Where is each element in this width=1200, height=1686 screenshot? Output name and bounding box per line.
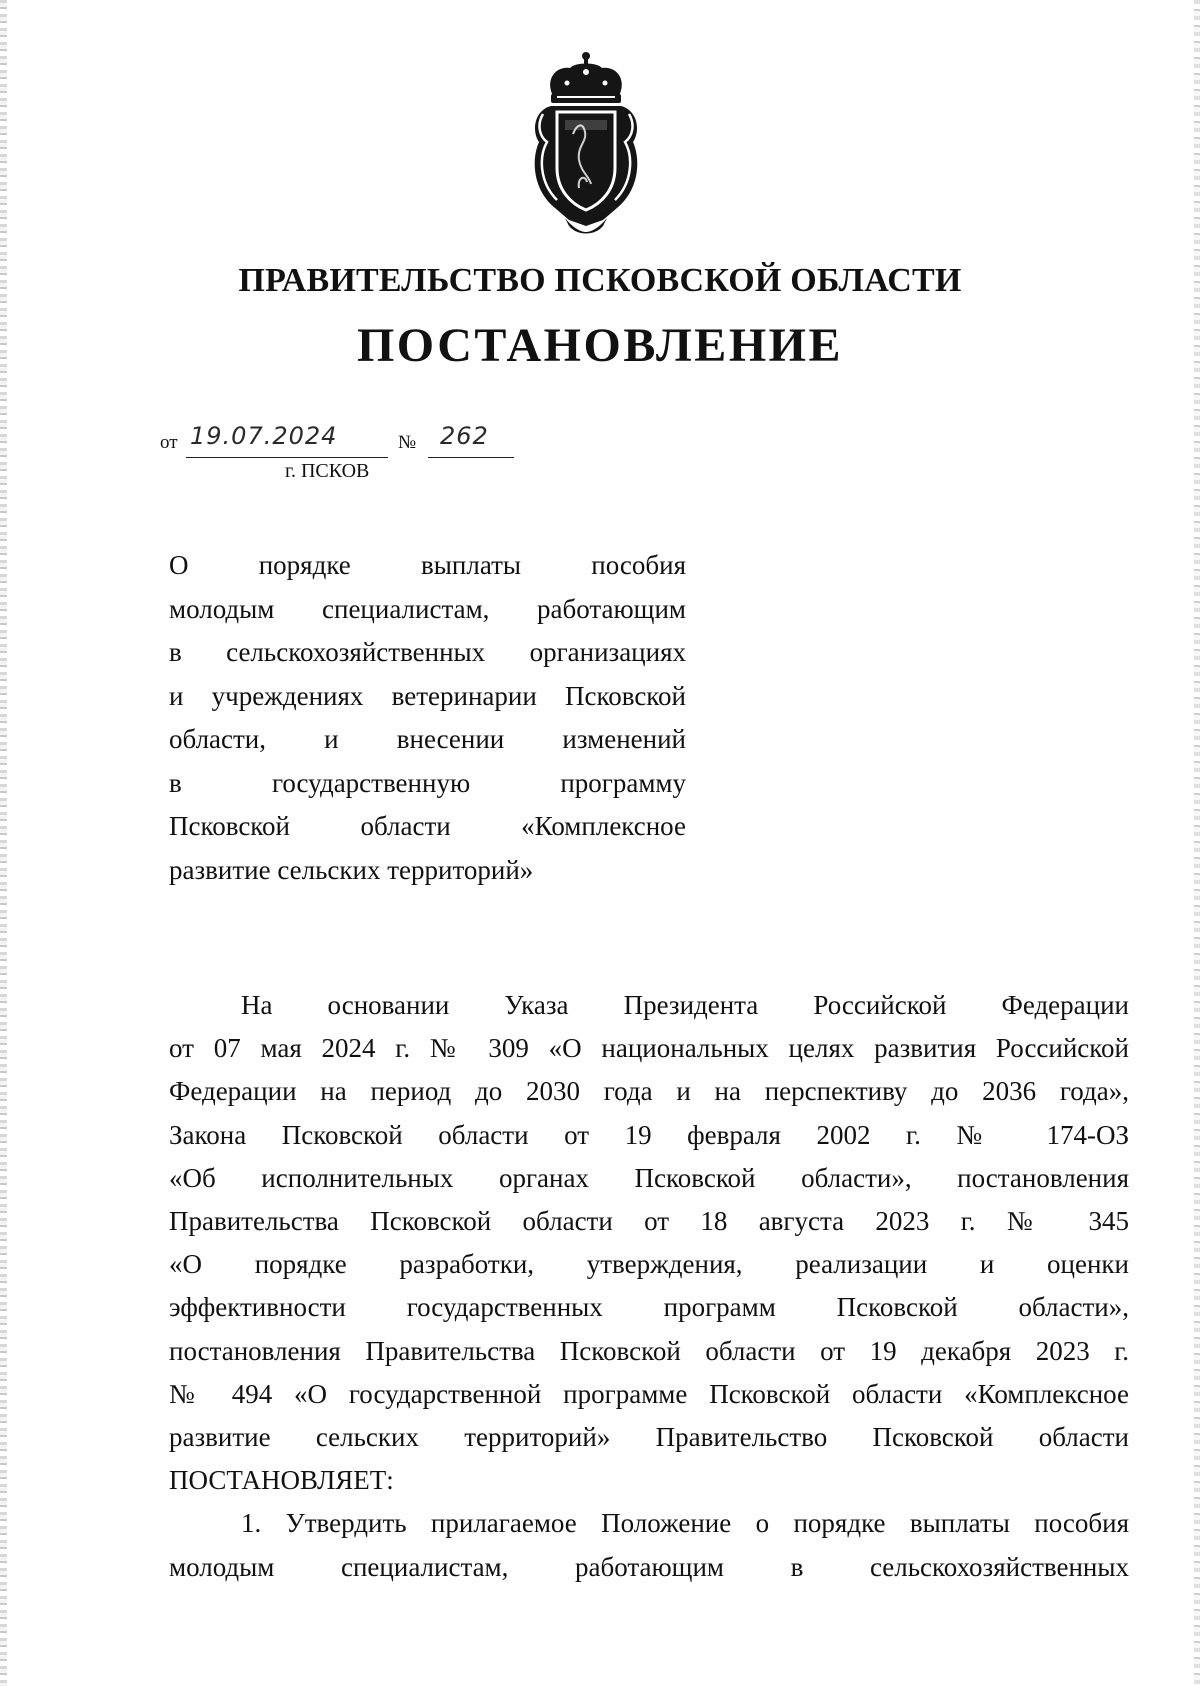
heading-line: в государственную программу (169, 767, 686, 798)
crown-icon (550, 52, 622, 103)
body-line: Правительства Псковской области от 18 августа 2023 г. № 345 (169, 1206, 1129, 1237)
document-type-title: ПОСТАНОВЛЕНИЕ (356, 319, 844, 372)
heading-line: области, и внесении изменений (169, 724, 686, 754)
scan-edge-right (1194, 0, 1200, 1686)
body-line: ПОСТАНОВЛЯЕТ: (169, 1465, 394, 1496)
number-prefix-label: № (398, 432, 417, 453)
body-line: Федерации на период до 2030 года и на перспективу до 2036 года», (169, 1076, 1129, 1107)
coat-of-arms-emblem (525, 50, 647, 236)
heading-line: в сельскохозяйственных организациях (169, 637, 686, 667)
organization-title: ПРАВИТЕЛЬСТВО ПСКОВСКОЙ ОБЛАСТИ (238, 262, 962, 299)
heading-line: О порядке выплаты пособия (169, 550, 686, 580)
body-line: эффективности государственных программ Псковской области», (169, 1292, 1129, 1323)
body-line: молодым специалистам, работающим в сельскохозяйственных (169, 1551, 1129, 1582)
number-handwritten: 262 (440, 422, 489, 450)
heading-line: и учреждениях ветеринарии Псковской (169, 680, 686, 711)
date-underline (186, 457, 388, 458)
body-line: от 07 мая 2024 г. № 309 «О национальных целях развития Российской (169, 1033, 1129, 1064)
number-underline (428, 457, 514, 458)
heading-line: Псковской области «Комплексное (169, 811, 686, 841)
heading-line: развитие сельских территорий» (169, 854, 534, 885)
heading-line: молодым специалистам, работающим (169, 593, 686, 624)
body-line: «Об исполнительных органах Псковской области», постановления (169, 1162, 1129, 1193)
body-line: развитие сельских территорий» Правительство Псковской области (169, 1422, 1129, 1453)
body-line: № 494 «О государственной программе Псковской области «Комплексное (169, 1378, 1129, 1409)
date-handwritten: 19.07.2024 (190, 422, 338, 450)
city-label: г. ПСКОВ (285, 460, 370, 482)
body-line: «О порядке разработки, утверждения, реализации и оценки (169, 1249, 1129, 1280)
date-prefix-label: от (160, 432, 178, 453)
document-heading (169, 544, 686, 892)
body-line: 1. Утвердить прилагаемое Положение о порядке выплаты пособия (241, 1508, 1129, 1539)
scan-edge-left (0, 0, 7, 1686)
body-line: постановления Правительства Псковской области от 19 декабря 2023 г. (169, 1335, 1129, 1366)
body-line: На основании Указа Президента Российской Федерации (241, 990, 1129, 1020)
document-body (169, 984, 1129, 1589)
body-line: Закона Псковской области от 19 февраля 2002 г. № 174-ОЗ (169, 1119, 1129, 1150)
